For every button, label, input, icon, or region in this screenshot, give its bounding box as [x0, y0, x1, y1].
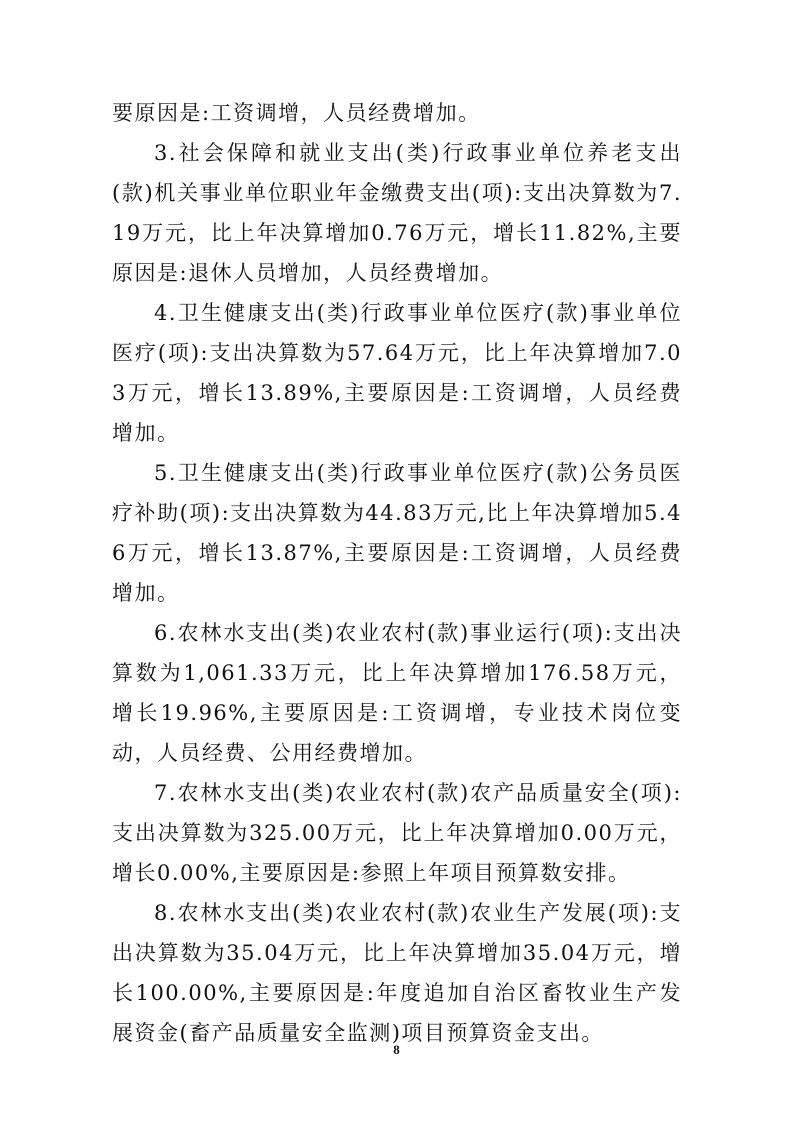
paragraph-item-7: 7.农林水支出(类)农业农村(款)农产品质量安全(项):支出决算数为325.00万元，比上年决算增加0.00万元，增长0.00%,主要原因是:参照上年项目预算数安排。	[112, 781, 682, 885]
body-text	[112, 93, 682, 1053]
paragraph-item-6: 6.农林水支出(类)农业农村(款)事业运行(项):支出决算数为1,061.33万元，比上年决算增加176.58万元，增长19.96%,主要原因是:工资调增，专业技术岗位变动，人员经费、公用经费增加。	[112, 621, 682, 765]
page-number: 8	[393, 1042, 400, 1057]
paragraph-item-4: 4.卫生健康支出(类)行政事业单位医疗(款)事业单位医疗(项):支出决算数为57.64万元，比上年决算增加7.03万元，增长13.89%,主要原因是:工资调增，人员经费增加。	[112, 301, 682, 445]
paragraph-item-5: 5.卫生健康支出(类)行政事业单位医疗(款)公务员医疗补助(项):支出决算数为44.83万元,比上年决算增加5.46万元，增长13.87%,主要原因是:工资调增，人员经费增加。	[112, 461, 682, 605]
paragraph-continuation: 要原因是:工资调增，人员经费增加。	[112, 101, 481, 125]
paragraph-item-3: 3.社会保障和就业支出(类)行政事业单位养老支出(款)机关事业单位职业年金缴费支出(项):支出决算数为7.19万元，比上年决算增加0.76万元，增长11.82%,主要原因是:退休人员增加，人员经费增加。	[112, 141, 682, 285]
paragraph-item-8: 8.农林水支出(类)农业农村(款)农业生产发展(项):支出决算数为35.04万元，比上年决算增加35.04万元，增长100.00%,主要原因是:年度追加自治区畜牧业生产发展资金(畜产品质量安全监测)项目预算资金支出。	[112, 901, 682, 1045]
